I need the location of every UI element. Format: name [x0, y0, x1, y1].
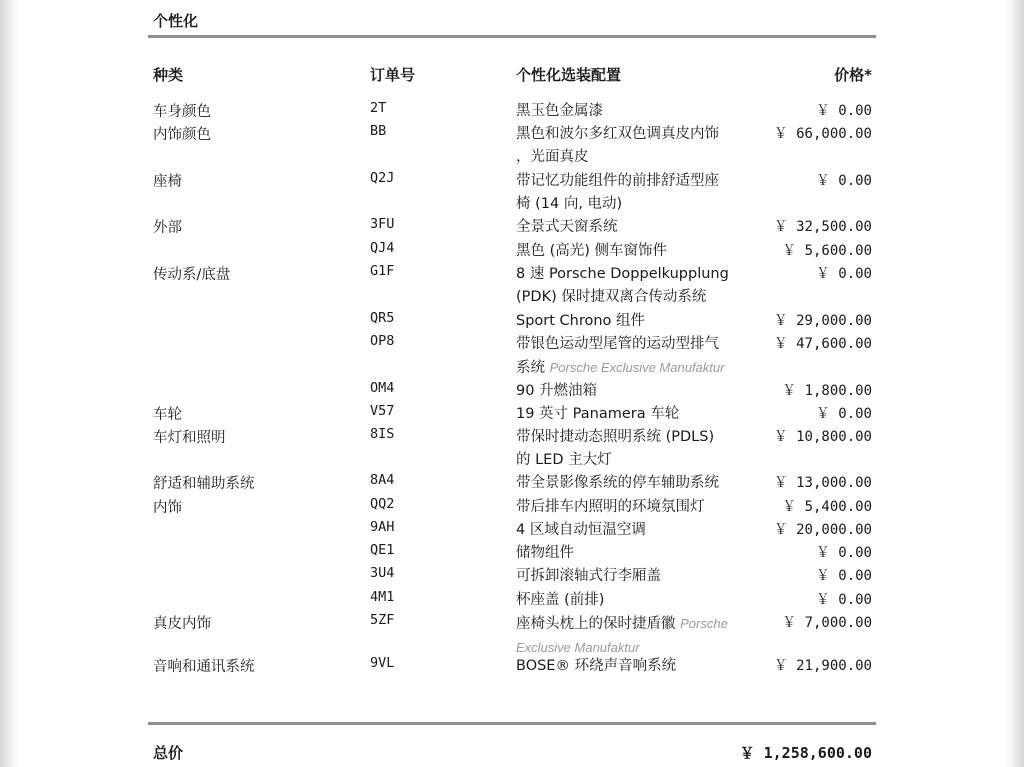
row-type: 车轮 [153, 407, 182, 423]
row-option [516, 655, 761, 678]
row-code: QR5 [370, 310, 395, 326]
row-type: 内饰颜色 [153, 127, 211, 143]
row-code: OM4 [370, 380, 395, 396]
row-option [516, 612, 761, 660]
option-line: 系统 [516, 360, 545, 376]
column-header-price: 价格* [834, 66, 872, 84]
option-line: 的 LED 主大灯 [516, 452, 612, 468]
row-price: ￥ 1,800.00 [782, 383, 872, 399]
column-header-option: 个性化选装配置 [516, 66, 622, 84]
row-code: QQ2 [370, 496, 395, 512]
row-price: ￥ 10,800.00 [773, 429, 872, 445]
option-line: 椅 (14 向, 电动) [516, 196, 623, 212]
option-line: 带记忆功能组件的前排舒适型座 [516, 173, 719, 189]
row-code: V57 [370, 403, 395, 419]
option-line: BOSE® 环绕声音响系统 [516, 658, 677, 674]
row-code: 2T [370, 100, 387, 116]
row-price: ￥ 0.00 [815, 103, 872, 119]
page-edge-left [0, 0, 18, 767]
row-price: ￥ 47,600.00 [773, 336, 872, 352]
row-price: ￥ 32,500.00 [773, 219, 872, 235]
row-option [516, 589, 761, 612]
page-edge-right [1006, 0, 1024, 767]
option-line: 座椅头枕上的保时捷盾徽 [516, 616, 676, 632]
row-type: 音响和通讯系统 [153, 659, 255, 675]
row-type: 车灯和照明 [153, 430, 226, 446]
row-code: QE1 [370, 542, 395, 558]
row-code: Q2J [370, 170, 395, 186]
row-code: QJ4 [370, 240, 395, 256]
row-option [516, 519, 761, 542]
row-price: ￥ 0.00 [815, 545, 872, 561]
row-code: 5ZF [370, 612, 395, 628]
total-label: 总价 [153, 744, 184, 762]
row-price: ￥ 0.00 [815, 266, 872, 282]
brand-note: Exclusive Manufaktur [516, 640, 640, 655]
row-option [516, 263, 761, 309]
row-code: 3U4 [370, 565, 395, 581]
top-divider [148, 35, 876, 38]
column-header-code: 订单号 [370, 66, 416, 84]
option-line: 杯座盖 (前排) [516, 592, 605, 608]
option-line: 带后排车内照明的环境氛围灯 [516, 499, 705, 515]
row-option [516, 542, 761, 565]
option-line: 储物组件 [516, 545, 574, 561]
row-type: 传动系/底盘 [153, 267, 231, 283]
option-line: 8 速 Porsche Doppelkupplung [516, 266, 729, 282]
row-option [516, 170, 761, 216]
option-line: (PDK) 保时捷双离合传动系统 [516, 289, 707, 305]
option-line: 带全景影像系统的停车辅助系统 [516, 475, 719, 491]
option-line: 黑色和波尔多红双色调真皮内饰 [516, 126, 719, 142]
option-line: 90 升燃油箱 [516, 383, 598, 399]
row-type: 舒适和辅助系统 [153, 476, 255, 492]
row-code: 8A4 [370, 472, 395, 488]
column-header-type: 种类 [153, 66, 184, 84]
row-option [516, 380, 761, 403]
row-code: 8IS [370, 426, 395, 442]
row-code: 4M1 [370, 589, 395, 605]
option-line: Sport Chrono 组件 [516, 313, 646, 329]
option-line: ，光面真皮 [516, 149, 589, 165]
option-line: 黑玉色金属漆 [516, 103, 603, 119]
row-price: ￥ 0.00 [815, 592, 872, 608]
brand-note: Porsche [680, 616, 728, 631]
row-price: ￥ 0.00 [815, 173, 872, 189]
total-price: ￥ 1,258,600.00 [739, 744, 872, 762]
row-option [516, 100, 761, 123]
row-price: ￥ 20,000.00 [773, 522, 872, 538]
row-price: ￥ 29,000.00 [773, 313, 872, 329]
row-price: ￥ 21,900.00 [773, 658, 872, 674]
row-type: 真皮内饰 [153, 616, 211, 632]
row-code: 9VL [370, 655, 395, 671]
section-title: 个性化 [153, 12, 199, 30]
option-line: 全景式天窗系统 [516, 219, 618, 235]
row-option [516, 426, 761, 472]
row-option [516, 310, 761, 333]
row-option [516, 565, 761, 588]
bottom-divider [148, 722, 876, 725]
option-line: 带保时捷动态照明系统 (PDLS) [516, 429, 715, 445]
row-option [516, 472, 761, 495]
row-option [516, 123, 761, 169]
row-code: G1F [370, 263, 395, 279]
row-type: 内饰 [153, 500, 182, 516]
brand-note: Porsche Exclusive Manufaktur [549, 360, 725, 375]
row-price: ￥ 0.00 [815, 406, 872, 422]
row-price: ￥ 7,000.00 [782, 615, 872, 631]
row-code: OP8 [370, 333, 395, 349]
row-option [516, 333, 761, 380]
option-line: 19 英寸 Panamera 车轮 [516, 406, 680, 422]
row-option [516, 403, 761, 426]
option-line: 4 区域自动恒温空调 [516, 522, 646, 538]
row-price: ￥ 13,000.00 [773, 475, 872, 491]
row-price: ￥ 0.00 [815, 568, 872, 584]
row-option [516, 240, 761, 263]
row-type: 座椅 [153, 174, 182, 190]
row-price: ￥ 66,000.00 [773, 126, 872, 142]
row-code: BB [370, 123, 387, 139]
row-type: 车身颜色 [153, 104, 211, 120]
option-line: 可拆卸滚轴式行李厢盖 [516, 568, 661, 584]
row-code: 9AH [370, 519, 395, 535]
row-price: ￥ 5,400.00 [782, 499, 872, 515]
option-line: 带银色运动型尾管的运动型排气 [516, 336, 719, 352]
row-type: 外部 [153, 220, 182, 236]
row-option [516, 216, 761, 239]
row-price: ￥ 5,600.00 [782, 243, 872, 259]
option-line: 黑色 (高光) 侧车窗饰件 [516, 243, 668, 259]
row-code: 3FU [370, 216, 395, 232]
row-option [516, 496, 761, 519]
